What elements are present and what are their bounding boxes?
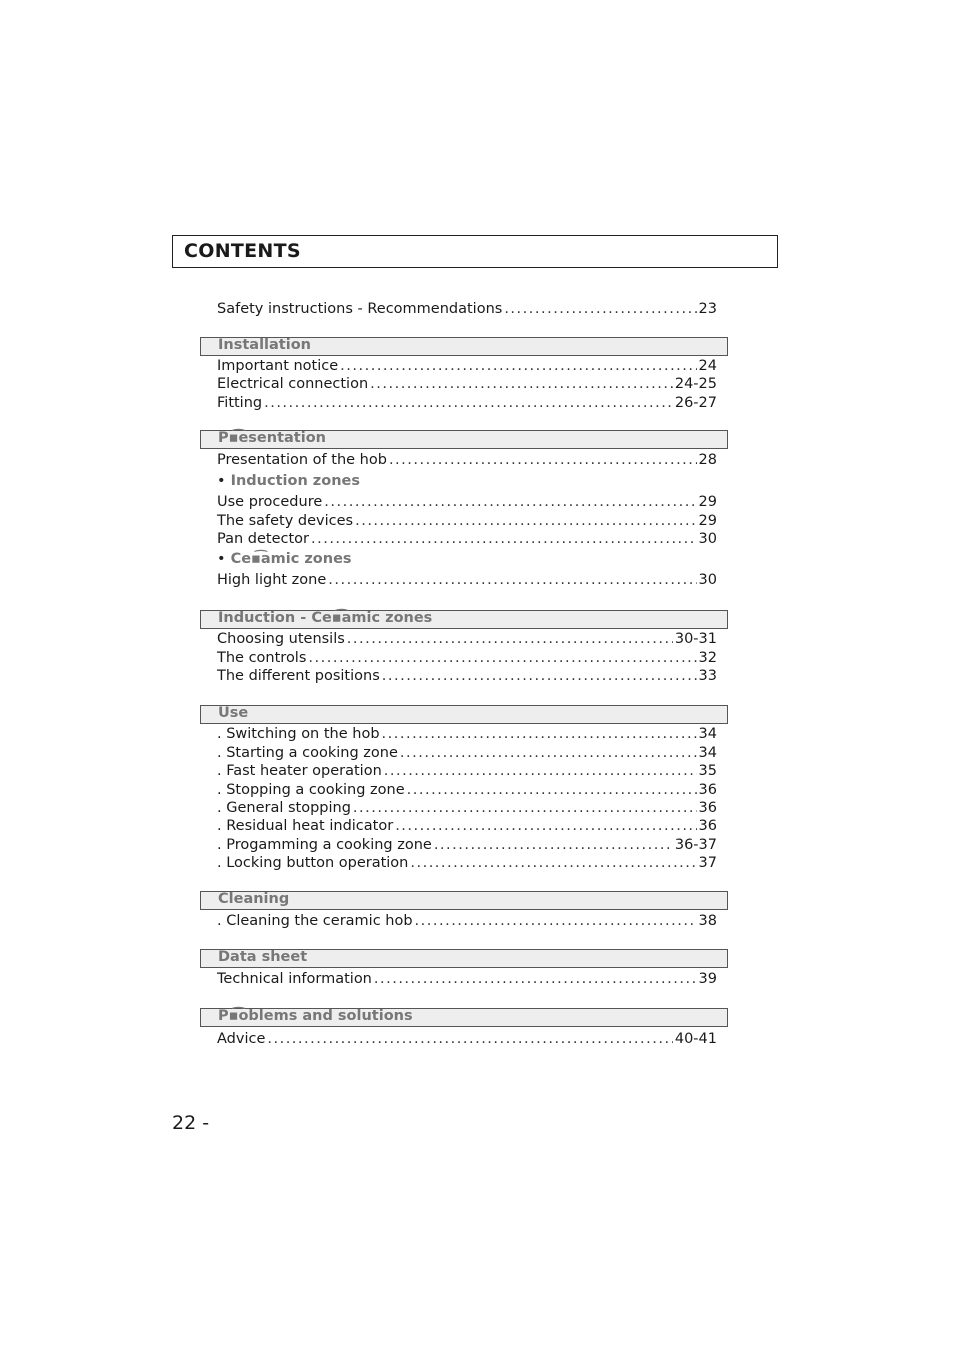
entry-page: 29 xyxy=(698,494,717,510)
entry-page: 24-25 xyxy=(674,376,717,392)
bullet: • xyxy=(217,551,226,567)
section-title: Installation xyxy=(218,337,311,353)
entry-label: Safety instructions - Recommendations xyxy=(217,301,503,317)
leader-dots xyxy=(410,854,696,873)
entry-page: 30 xyxy=(698,572,717,588)
section-presentation xyxy=(200,430,728,449)
toc-entry[interactable] xyxy=(217,799,717,818)
leader-dots xyxy=(434,836,673,855)
contents-heading: CONTENTS xyxy=(184,240,301,262)
toc-entry[interactable] xyxy=(217,725,717,744)
entry-label: High light zone xyxy=(217,572,327,588)
leader-dots xyxy=(355,512,696,531)
entry-page: 35 xyxy=(698,763,717,779)
entry-label: . Locking button operation xyxy=(217,855,409,871)
entry-label: The safety devices xyxy=(217,513,354,529)
section-title: Use xyxy=(218,705,249,721)
leader-dots xyxy=(415,912,697,931)
leader-dots xyxy=(340,357,696,376)
leader-dots xyxy=(382,725,697,744)
toc-entry[interactable] xyxy=(217,667,717,686)
toc-entry[interactable] xyxy=(217,512,717,531)
contents-heading-box xyxy=(172,235,778,268)
section-problems xyxy=(200,1008,728,1027)
entry-label: Pan detector xyxy=(217,531,309,547)
entry-page: 38 xyxy=(698,913,717,929)
leader-dots xyxy=(353,799,697,818)
toc-entry[interactable] xyxy=(217,571,717,590)
leader-dots xyxy=(328,571,696,590)
leader-dots xyxy=(324,493,696,512)
section-induction-ceramic xyxy=(200,610,728,629)
leader-dots xyxy=(395,817,696,836)
entry-label: . Progamming a cooking zone xyxy=(217,837,432,853)
section-installation xyxy=(200,337,728,356)
toc-entry[interactable] xyxy=(217,493,717,512)
toc-entry[interactable] xyxy=(217,762,717,781)
section-use xyxy=(200,705,728,724)
leader-dots xyxy=(308,649,696,668)
section-title: Data sheet xyxy=(218,949,308,965)
entry-page: 34 xyxy=(698,745,717,761)
entry-label: Electrical connection xyxy=(217,376,369,392)
section-data-sheet xyxy=(200,949,728,968)
toc-entry[interactable] xyxy=(217,649,717,668)
entry-label: The controls xyxy=(217,650,307,666)
entry-label: Presentation of the hob xyxy=(217,452,387,468)
leader-dots xyxy=(311,530,697,549)
toc-entry[interactable] xyxy=(217,451,717,470)
entry-page: 34 xyxy=(698,726,717,742)
entry-page: 30-31 xyxy=(674,631,717,647)
entry-page: 36 xyxy=(698,800,717,816)
toc-entry[interactable] xyxy=(217,1030,717,1049)
entry-page: 29 xyxy=(698,513,717,529)
entry-page: 36-37 xyxy=(674,837,717,853)
section-title: P▪͡esentation xyxy=(218,430,326,446)
subheading-ceramic-zones xyxy=(217,550,352,569)
entry-label: . Switching on the hob xyxy=(217,726,380,742)
leader-dots xyxy=(407,781,697,800)
entry-label: The different positions xyxy=(217,668,380,684)
entry-page: 30 xyxy=(698,531,717,547)
leader-dots xyxy=(370,375,673,394)
leader-dots xyxy=(384,762,697,781)
leader-dots xyxy=(400,744,697,763)
leader-dots xyxy=(267,1030,672,1049)
entry-label: . Stopping a cooking zone xyxy=(217,782,405,798)
entry-page: 33 xyxy=(698,668,717,684)
entry-label: . General stopping xyxy=(217,800,351,816)
leader-dots xyxy=(504,300,696,319)
leader-dots xyxy=(382,667,697,686)
toc-entry-safety[interactable] xyxy=(217,300,717,319)
leader-dots xyxy=(347,630,673,649)
toc-entry[interactable] xyxy=(217,375,717,394)
subheading-label: Induction zones xyxy=(230,473,361,489)
entry-page: 37 xyxy=(698,855,717,871)
bullet: • xyxy=(217,473,226,489)
entry-page: 39 xyxy=(698,971,717,987)
entry-page: 36 xyxy=(698,818,717,834)
entry-page: 23 xyxy=(698,301,717,317)
subheading-induction-zones xyxy=(217,472,360,491)
leader-dots xyxy=(264,394,673,413)
subheading-label: Ce▪͡amic zones xyxy=(230,551,352,567)
entry-page: 24 xyxy=(698,358,717,374)
toc-entry[interactable] xyxy=(217,357,717,376)
toc-entry[interactable] xyxy=(217,817,717,836)
entry-page: 40-41 xyxy=(674,1031,717,1047)
section-cleaning xyxy=(200,891,728,910)
toc-entry[interactable] xyxy=(217,530,717,549)
entry-label: Fitting xyxy=(217,395,263,411)
entry-label: . Cleaning the ceramic hob xyxy=(217,913,413,929)
entry-page: 36 xyxy=(698,782,717,798)
entry-label: Important notice xyxy=(217,358,339,374)
toc-entry[interactable] xyxy=(217,744,717,763)
toc-entry[interactable] xyxy=(217,630,717,649)
entry-label: Choosing utensils xyxy=(217,631,345,647)
entry-label: . Starting a cooking zone xyxy=(217,745,398,761)
leader-dots xyxy=(389,451,697,470)
entry-label: Technical information xyxy=(217,971,372,987)
entry-page: 26-27 xyxy=(674,395,717,411)
toc-entry[interactable] xyxy=(217,781,717,800)
entry-label: . Fast heater operation xyxy=(217,763,382,779)
entry-label: Use procedure xyxy=(217,494,323,510)
entry-label: Advice xyxy=(217,1031,266,1047)
toc-entry[interactable] xyxy=(217,854,717,873)
section-title: Cleaning xyxy=(218,891,290,907)
page-number: 22 - xyxy=(172,1112,210,1134)
leader-dots xyxy=(374,970,697,989)
toc-entry[interactable] xyxy=(217,836,717,855)
entry-page: 32 xyxy=(698,650,717,666)
section-title: P▪͡oblems and solutions xyxy=(218,1008,413,1024)
toc-entry[interactable] xyxy=(217,912,717,931)
toc-entry[interactable] xyxy=(217,394,717,413)
entry-label: . Residual heat indicator xyxy=(217,818,394,834)
entry-page: 28 xyxy=(698,452,717,468)
toc-entry[interactable] xyxy=(217,970,717,989)
section-title: Induction - Ce▪͡amic zones xyxy=(218,610,433,626)
